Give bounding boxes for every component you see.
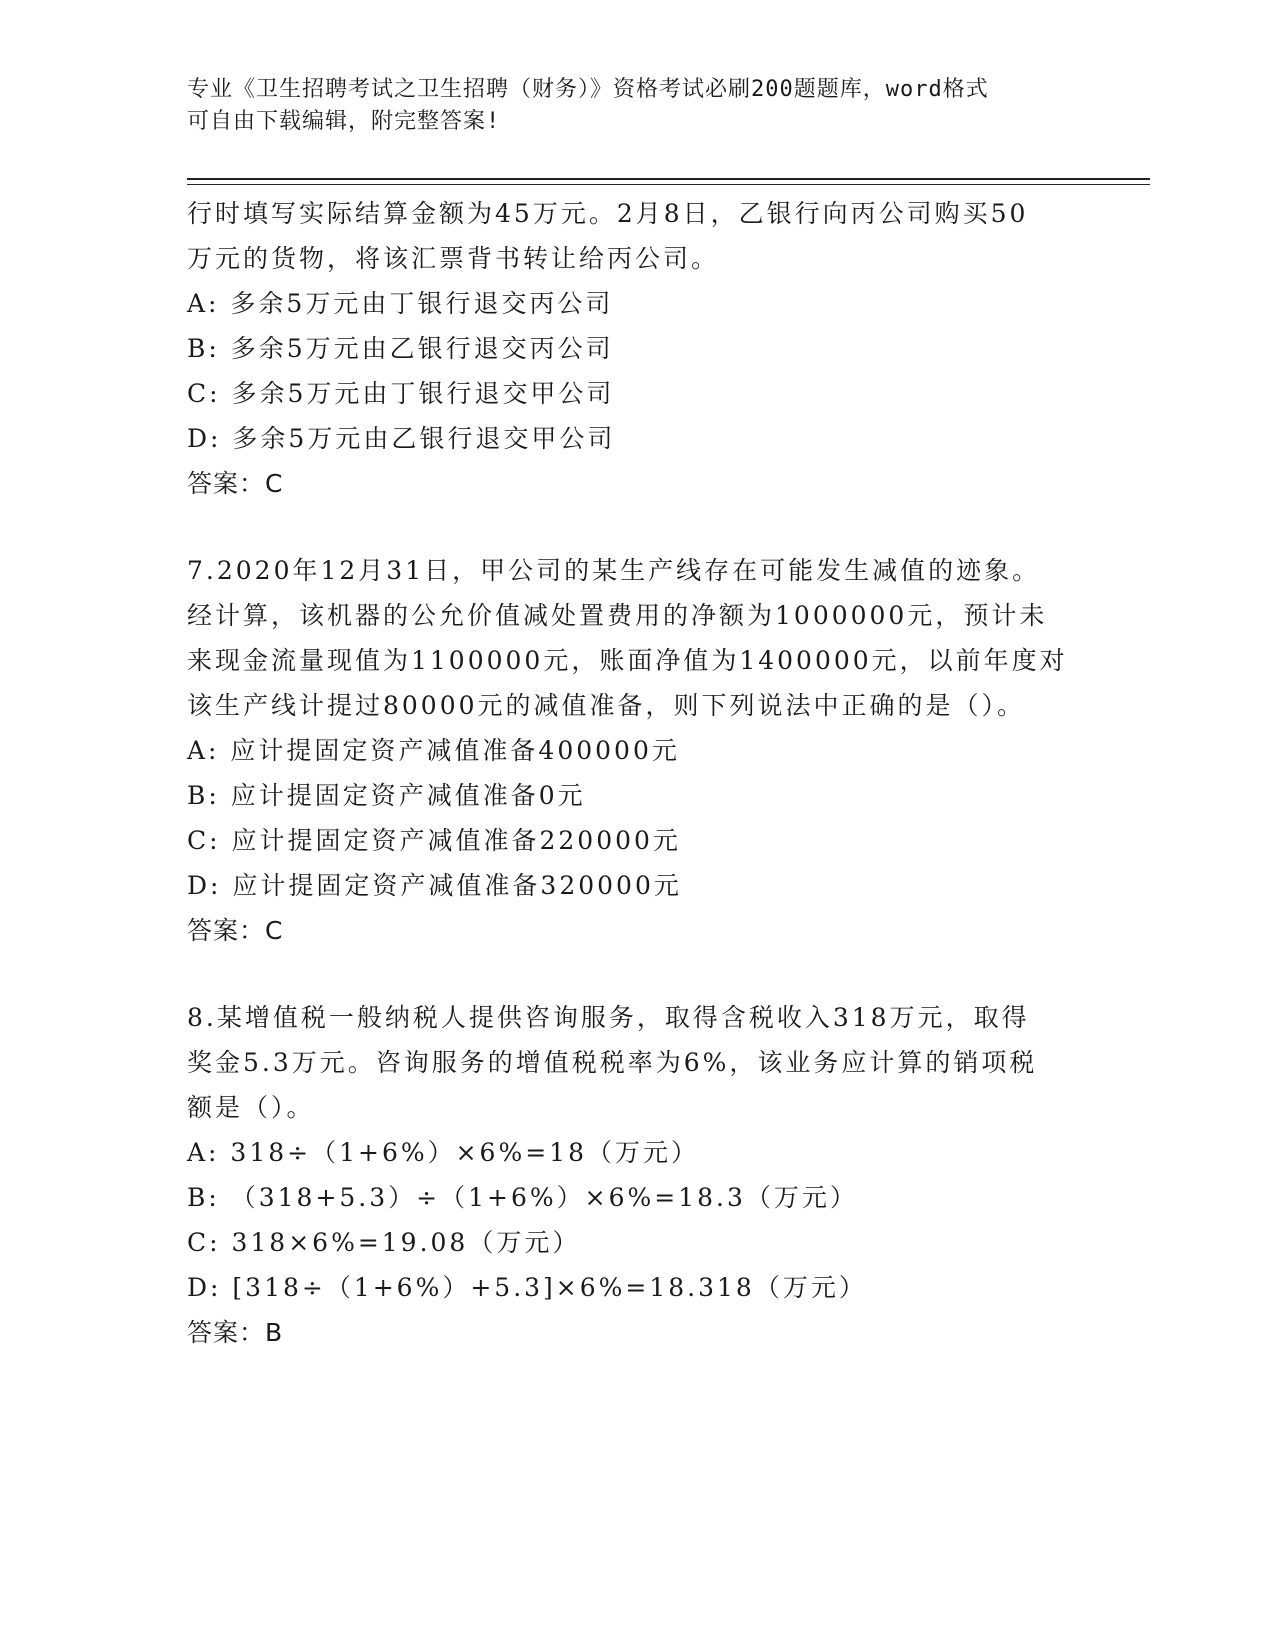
stem-line: 行时填写实际结算金额为45万元。2月8日，乙银行向丙公司购买50: [187, 199, 1029, 228]
question-6-continued: [187, 191, 1087, 506]
question-8: [187, 995, 1087, 1355]
option-c: C: 应计提固定资产减值准备220000元: [187, 826, 681, 855]
option-c: C: 318×6%=19.08（万元）: [187, 1228, 581, 1257]
answer: 答案：C: [187, 469, 284, 498]
option-c: C: 多余5万元由丁银行退交甲公司: [187, 379, 615, 408]
answer: 答案：C: [187, 916, 284, 945]
option-b: B: （318+5.3）÷（1+6%）×6%=18.3（万元）: [187, 1183, 858, 1212]
stem-line: 该生产线计提过80000元的减值准备，则下列说法中正确的是（）。: [187, 691, 1026, 720]
stem-line: 经计算，该机器的公允价值减处置费用的净额为1000000元，预计未: [187, 601, 1048, 630]
stem-line: 万元的货物，将该汇票背书转让给丙公司。: [187, 244, 720, 273]
option-a: A: 多余5万元由丁银行退交丙公司: [187, 289, 614, 318]
document-header: [187, 74, 1067, 138]
header-divider-thin: [187, 184, 1150, 185]
option-a: A: 318÷（1+6%）×6%=18（万元）: [187, 1138, 699, 1167]
document-body: [187, 191, 1087, 1355]
header-line-2: 可自由下载编辑，附完整答案!: [187, 109, 501, 134]
stem-line: 额是（）。: [187, 1093, 315, 1122]
stem-line: 奖金5.3万元。咨询服务的增值税税率为6%，该业务应计算的销项税: [187, 1048, 1038, 1077]
stem-line: 来现金流量现值为1100000元，账面净值为1400000元，以前年度对: [187, 646, 1068, 675]
option-a: A: 应计提固定资产减值准备400000元: [187, 736, 680, 765]
question-7: [187, 548, 1087, 953]
question-stem: [187, 995, 1087, 1130]
question-stem: [187, 548, 1087, 728]
stem-line: 8.某增值税一般纳税人提供咨询服务，取得含税收入318万元，取得: [187, 1003, 1030, 1032]
answer: 答案：B: [187, 1318, 284, 1347]
option-d: D: 应计提固定资产减值准备320000元: [187, 871, 682, 900]
option-b: B: 应计提固定资产减值准备0元: [187, 781, 586, 810]
question-stem: [187, 191, 1087, 281]
header-line-1: 专业《卫生招聘考试之卫生招聘（财务）》资格考试必刷200题题库，word格式: [187, 77, 989, 102]
option-d: D: [318÷（1+6%）+5.3]×6%=18.318（万元）: [187, 1273, 867, 1302]
option-b: B: 多余5万元由乙银行退交丙公司: [187, 334, 614, 363]
header-divider-thick: [187, 178, 1150, 180]
stem-line: 7.2020年12月31日，甲公司的某生产线存在可能发生减值的迹象。: [187, 556, 1041, 585]
option-d: D: 多余5万元由乙银行退交甲公司: [187, 424, 616, 453]
